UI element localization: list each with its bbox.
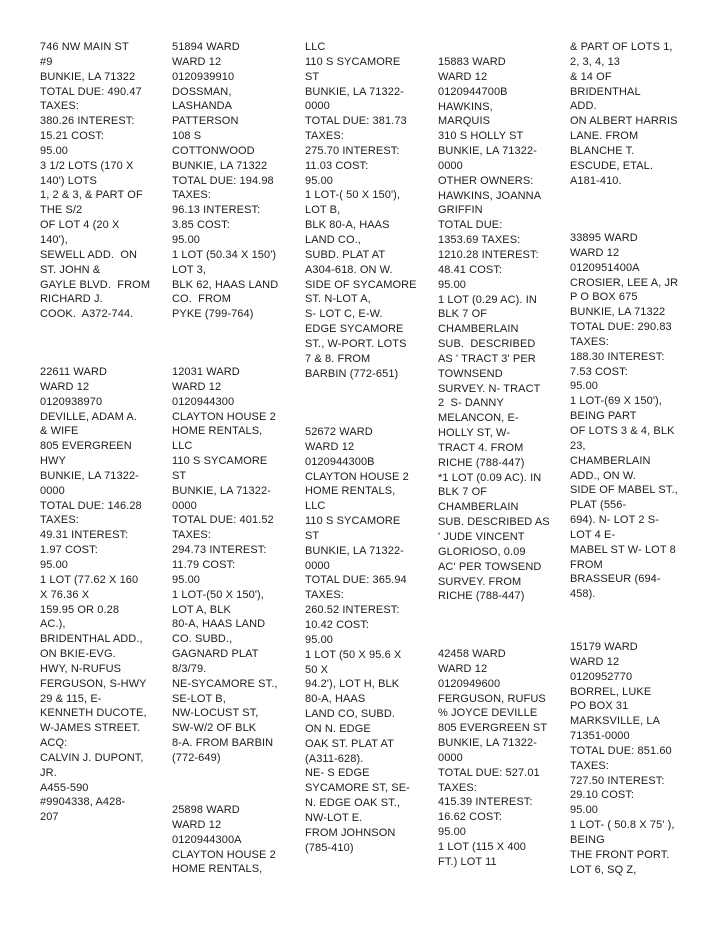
text-line: MABEL ST W- LOT 8 xyxy=(570,543,676,556)
text-line: A181-410. xyxy=(570,174,622,187)
text-line: (785-410) xyxy=(305,841,354,854)
text-line: 95.00 xyxy=(305,633,334,646)
text-line: 95.00 xyxy=(438,826,467,839)
text-line: BARBIN (772-651) xyxy=(305,367,399,380)
text-line: 95.00 xyxy=(40,144,69,157)
property-record-3-2 xyxy=(305,425,410,855)
text-line: 1.97 COST: xyxy=(40,544,98,557)
text-line: 805 EVERGREEN ST xyxy=(438,722,548,735)
text-line: & WIFE xyxy=(40,425,79,438)
text-line: 275.70 INTEREST: xyxy=(305,144,400,157)
text-line: AC.), xyxy=(40,618,66,631)
text-line: *1 LOT (0.09 AC). IN xyxy=(438,471,542,484)
text-line: BLANCHE T. xyxy=(570,144,635,157)
text-line: TAXES: xyxy=(40,100,79,113)
text-line: 11.79 COST: xyxy=(172,558,236,571)
text-line: MARQUIS xyxy=(438,115,491,128)
text-line: N. EDGE OAK ST., xyxy=(305,797,401,810)
text-line: (772-649) xyxy=(172,751,221,764)
text-line: SEWELL ADD. ON xyxy=(40,248,138,261)
text-line: HOME RENTALS, xyxy=(172,425,263,438)
text-line: SURVEY. FROM xyxy=(438,575,522,588)
text-line: ' JUDE VINCENT xyxy=(438,531,525,543)
text-line: SUB. DESCRIBED AS xyxy=(438,516,550,529)
text-line: 746 NW MAIN ST xyxy=(40,41,129,53)
text-line: TAXES: xyxy=(40,514,79,527)
text-line: LOT 3, xyxy=(172,263,207,276)
text-line: CLAYTON HOUSE 2 xyxy=(305,470,409,483)
text-line: TOTAL DUE: 381.73 xyxy=(305,115,407,128)
text-line: 2 S- DANNY xyxy=(438,397,504,410)
text-line: BRIDENTHAL ADD., xyxy=(40,633,143,646)
text-line: 0120952770 xyxy=(570,670,633,683)
text-line: 458). xyxy=(570,588,596,601)
text-line: BLK 62, HAAS LAND xyxy=(172,278,279,291)
property-record-5-1 xyxy=(570,40,678,188)
text-line: CHAMBERLAIN xyxy=(438,323,519,336)
text-line: LOT 6, SQ Z, xyxy=(570,863,637,876)
text-line: BUNKIE, LA 71322 xyxy=(40,70,136,83)
text-line: W-JAMES STREET. xyxy=(40,722,141,735)
text-line: BUNKIE, LA 71322- xyxy=(305,85,404,98)
text-line: ST xyxy=(305,70,320,83)
text-line: 380.26 INTEREST: xyxy=(40,115,135,128)
text-line: BUNKIE, LA 71322 xyxy=(570,306,666,319)
text-line: 727.50 INTEREST: xyxy=(570,774,665,787)
text-line: 1 LOT (115 X 400 xyxy=(438,840,527,853)
text-line: 1 LOT-(69 X 150'), xyxy=(570,395,662,408)
text-line: 140') LOTS xyxy=(40,174,97,187)
text-line: 16.62 COST: xyxy=(438,811,503,824)
text-line: HOLLY ST, W- xyxy=(438,427,511,440)
text-line: PO BOX 31 xyxy=(570,700,629,713)
text-line: 22611 WARD xyxy=(40,366,108,378)
text-line: TAXES: xyxy=(438,781,477,794)
text-line: ADD., ON W. xyxy=(570,469,636,482)
text-line: 52672 WARD xyxy=(305,426,373,438)
text-line: CO. FROM xyxy=(172,293,231,306)
text-line: TAXES: xyxy=(172,189,211,202)
text-line: LLC xyxy=(305,500,326,513)
text-line: 95.00 xyxy=(305,174,334,187)
text-line: SW-W/2 OF BLK xyxy=(172,722,257,735)
text-line: 415.39 INTEREST: xyxy=(438,796,533,809)
text-line: 0120944300 xyxy=(172,395,235,408)
property-record-2-3 xyxy=(172,803,276,877)
text-line: KENNETH DUCOTE, xyxy=(40,707,147,720)
text-line: TAXES: xyxy=(305,130,344,143)
text-line: CHAMBERLAIN xyxy=(570,454,651,467)
text-line: TAXES: xyxy=(305,589,344,602)
text-line: LLC xyxy=(172,440,193,453)
text-line: 0120951400A xyxy=(570,261,640,274)
text-line: BLK 7 OF xyxy=(438,486,488,499)
text-line: GAGNARD PLAT xyxy=(172,648,259,661)
text-line: FROM JOHNSON xyxy=(305,826,396,839)
text-line: A304-618. ON W. xyxy=(305,263,393,276)
text-line: 260.52 INTEREST: xyxy=(305,604,400,617)
text-line: RICHE (788-447) xyxy=(438,456,525,469)
text-line: 1 LOT- ( 50.8 X 75' ), xyxy=(570,819,675,832)
text-line: 188.30 INTEREST: xyxy=(570,350,665,363)
text-line: ESCUDE, ETAL. xyxy=(570,159,654,172)
text-line: 3 1/2 LOTS (170 X xyxy=(40,159,134,172)
text-line: 0000 xyxy=(438,751,463,764)
text-line: ST xyxy=(172,469,187,482)
text-line: BRIDENTHAL xyxy=(570,85,641,98)
text-line: BUNKIE, LA 71322- xyxy=(438,145,537,158)
text-line: THE S/2 xyxy=(40,204,83,217)
text-line: NW-LOT E. xyxy=(305,811,363,824)
text-line: 51894 WARD xyxy=(172,41,240,53)
text-line: FROM xyxy=(570,558,603,571)
text-line: TAXES: xyxy=(570,335,609,348)
text-line: HAWKINS, JOANNA xyxy=(438,189,542,202)
text-line: 0000 xyxy=(172,499,197,512)
text-line: 95.00 xyxy=(172,233,201,246)
text-line: 1353.69 TAXES: xyxy=(438,234,521,247)
text-line: CALVIN J. DUPONT, xyxy=(40,751,144,764)
text-line: BUNKIE, LA 71322- xyxy=(305,544,404,557)
text-line: BUNKIE, LA 71322- xyxy=(40,469,139,482)
text-line: 95.00 xyxy=(570,804,599,817)
text-line: TOTAL DUE: 527.01 xyxy=(438,766,540,779)
text-line: MARKSVILLE, LA xyxy=(570,715,661,728)
text-line: 0120944700B xyxy=(438,85,508,98)
text-line: CROSIER, LEE A, JR xyxy=(570,276,679,289)
text-line: 1 LOT (77.62 X 160 xyxy=(40,573,139,586)
text-line: #9 xyxy=(40,55,53,68)
text-line: THE FRONT PORT. xyxy=(570,848,670,861)
text-line: 15179 WARD xyxy=(570,641,638,653)
text-line: NW-LOCUST ST, xyxy=(172,707,259,720)
text-line: AS ' TRACT 3' PER xyxy=(438,352,536,365)
text-line: 49.31 INTEREST: xyxy=(40,529,129,542)
text-line: 7.53 COST: xyxy=(570,365,628,378)
text-line: SIDE OF SYCAMORE xyxy=(305,278,417,291)
text-line: SIDE OF MABEL ST., xyxy=(570,484,678,497)
text-line: 0000 xyxy=(40,484,65,497)
text-line: 805 EVERGREEN xyxy=(40,440,132,453)
text-line: DOSSMAN, xyxy=(172,85,232,98)
text-line: CLAYTON HOUSE 2 xyxy=(172,848,276,861)
text-line: OTHER OWNERS: xyxy=(438,174,534,187)
text-line: DEVILLE, ADAM A. xyxy=(40,410,137,423)
text-line: HWY xyxy=(40,455,66,468)
text-line: S- LOT C, E-W. xyxy=(305,308,383,321)
text-line: WARD 12 xyxy=(570,655,620,668)
text-line: 80-A, HAAS xyxy=(305,693,366,706)
text-line: WARD 12 xyxy=(438,70,488,83)
text-line: NE- S EDGE xyxy=(305,767,370,780)
text-line: OAK ST. PLAT AT xyxy=(305,737,394,750)
text-line: 110 S SYCAMORE xyxy=(172,455,268,468)
text-line: WARD 12 xyxy=(438,662,488,675)
text-line: GLORIOSO, 0.09 xyxy=(438,545,526,558)
text-line: TOWNSEND xyxy=(438,367,503,380)
text-line: WARD 12 xyxy=(570,246,620,259)
text-line: NE-SYCAMORE ST., xyxy=(172,677,278,690)
text-line: ON N. EDGE xyxy=(305,722,371,735)
text-line: 95.00 xyxy=(570,380,599,393)
text-line: HAWKINS, xyxy=(438,100,493,113)
text-line: (A311-628). xyxy=(305,752,364,765)
text-line: GAYLE BLVD. FROM xyxy=(40,278,151,291)
text-line: BLK 80-A, HAAS xyxy=(305,219,390,232)
text-line: 11.03 COST: xyxy=(305,159,369,172)
text-line: BUNKIE, LA 71322 xyxy=(172,159,268,172)
text-line: JR. xyxy=(40,766,57,779)
text-line: ST., W-PORT. LOTS xyxy=(305,337,407,350)
text-line: 95.00 xyxy=(438,278,467,291)
text-line: WARD 12 xyxy=(305,440,355,453)
text-line: BLK 7 OF xyxy=(438,308,488,321)
text-line: RICHARD J. xyxy=(40,293,103,306)
property-record-3-1 xyxy=(305,40,417,381)
text-line: & PART OF LOTS 1, xyxy=(570,41,673,53)
text-line: WARD 12 xyxy=(172,55,222,68)
text-line: 1 LOT (0.29 AC). IN xyxy=(438,293,537,306)
text-line: 80-A, HAAS LAND xyxy=(172,618,266,631)
text-line: 95.00 xyxy=(172,573,201,586)
text-line: ACQ: xyxy=(40,737,68,750)
text-line: 110 S SYCAMORE xyxy=(305,515,401,528)
text-line: 1 LOT (50 X 95.6 X xyxy=(305,648,402,661)
text-line: ST. JOHN & xyxy=(40,263,101,276)
text-line: EDGE SYCAMORE xyxy=(305,323,404,336)
text-line: 29 & 115, E- xyxy=(40,692,102,705)
property-record-5-3 xyxy=(570,640,675,878)
text-line: MELANCON, E- xyxy=(438,412,519,425)
text-line: TOTAL DUE: 851.60 xyxy=(570,744,672,757)
text-line: ON ALBERT HARRIS xyxy=(570,115,678,128)
text-line: COTTONWOOD xyxy=(172,144,255,157)
text-line: BORREL, LUKE xyxy=(570,685,652,698)
text-line: FT.) LOT 11 xyxy=(438,855,497,868)
text-line: 48.41 COST: xyxy=(438,263,503,276)
text-line: LAND CO, SUBD. xyxy=(305,708,396,721)
text-line: 23, xyxy=(570,439,586,452)
text-line: CHAMBERLAIN xyxy=(438,501,519,514)
text-line: 50 X xyxy=(305,663,329,676)
text-line: WARD 12 xyxy=(172,380,222,393)
text-line: 310 S HOLLY ST xyxy=(438,130,524,143)
text-line: 110 S SYCAMORE xyxy=(305,55,401,68)
property-record-4-1 xyxy=(438,55,550,604)
text-line: TRACT 4. FROM xyxy=(438,441,524,454)
text-line: PLAT (556- xyxy=(570,499,627,512)
text-line: HWY, N-RUFUS xyxy=(40,662,122,675)
text-line: SE-LOT B, xyxy=(172,692,226,705)
text-line: TOTAL DUE: xyxy=(438,219,503,232)
text-line: TOTAL DUE: 146.28 xyxy=(40,499,142,512)
text-line: OF LOT 4 (20 X xyxy=(40,219,120,232)
text-line: 0000 xyxy=(438,159,463,172)
text-line: AC' PER TOWSEND xyxy=(438,560,542,573)
text-line: 1210.28 INTEREST: xyxy=(438,248,539,261)
text-line: 0120938970 xyxy=(40,395,103,408)
text-line: FERGUSON, RUFUS xyxy=(438,692,546,705)
text-line: 15.21 COST: xyxy=(40,130,105,143)
text-line: TOTAL DUE: 290.83 xyxy=(570,321,672,334)
text-line: 159.95 OR 0.28 xyxy=(40,603,120,616)
text-line: TOTAL DUE: 401.52 xyxy=(172,514,274,527)
text-line: 12031 WARD xyxy=(172,366,240,378)
text-line: 0120949600 xyxy=(438,677,501,690)
text-line: OF LOTS 3 & 4, BLK xyxy=(570,424,675,437)
text-line: #9904338, A428- xyxy=(40,796,126,809)
text-line: TAXES: xyxy=(172,529,211,542)
text-line: LAND CO., xyxy=(305,233,361,246)
text-line: TOTAL DUE: 490.47 xyxy=(40,85,142,98)
text-line: 94.2'), LOT H, BLK xyxy=(305,678,400,691)
text-line: A455-590 xyxy=(40,781,89,794)
text-line: SURVEY. N- TRACT xyxy=(438,382,541,395)
text-line: 108 S xyxy=(172,130,202,143)
text-line: TOTAL DUE: 365.94 xyxy=(305,574,407,587)
text-line: X 76.36 X xyxy=(40,588,90,601)
text-line: GRIFFIN xyxy=(438,204,483,217)
text-line: BUNKIE, LA 71322- xyxy=(172,484,271,497)
text-line: LOT B, xyxy=(305,204,341,217)
text-line: RICHE (788-447) xyxy=(438,590,525,603)
text-line: 10.42 COST: xyxy=(305,618,370,631)
text-line: 0120944300A xyxy=(172,833,242,846)
text-line: PYKE (799-764) xyxy=(172,308,254,321)
text-line: SUBD. PLAT AT xyxy=(305,248,386,261)
property-record-4-2 xyxy=(438,647,547,870)
property-record-1-1 xyxy=(40,40,150,322)
property-record-5-2 xyxy=(570,231,678,602)
text-line: LASHANDA xyxy=(172,100,233,113)
text-line: LOT 4 E- xyxy=(570,528,616,541)
text-line: 294.73 INTEREST: xyxy=(172,544,267,557)
text-line: BEING PART xyxy=(570,410,637,423)
text-line: 29.10 COST: xyxy=(570,789,635,802)
text-line: 7 & 8. FROM xyxy=(305,352,371,365)
text-line: 25898 WARD xyxy=(172,804,240,816)
text-line: WARD 12 xyxy=(172,818,222,831)
text-line: WARD 12 xyxy=(40,380,90,393)
text-line: 0000 xyxy=(305,559,330,572)
text-line: 15883 WARD xyxy=(438,56,506,68)
text-line: 207 xyxy=(40,811,59,824)
text-line: 1 LOT-( 50 X 150'), xyxy=(305,189,401,202)
text-line: LANE. FROM xyxy=(570,130,639,143)
text-line: CLAYTON HOUSE 2 xyxy=(172,410,276,423)
text-line: TAXES: xyxy=(570,759,609,772)
text-line: BRASSEUR (694- xyxy=(570,573,661,586)
text-line: 1 LOT-(50 X 150'), xyxy=(172,588,264,601)
text-line: SYCAMORE ST, SE- xyxy=(305,782,410,795)
text-line: ST xyxy=(305,529,320,542)
text-line: ON BKIE-EVG. xyxy=(40,648,116,661)
text-line: 1, 2 & 3, & PART OF xyxy=(40,189,143,202)
text-line: 2, 3, 4, 13 xyxy=(570,55,621,68)
text-line: 0120939910 xyxy=(172,70,235,83)
text-line: 95.00 xyxy=(40,558,69,571)
text-line: 8/3/79. xyxy=(172,662,207,675)
text-line: SUB. DESCRIBED xyxy=(438,338,536,351)
text-line: 8-A. FROM BARBIN xyxy=(172,737,274,750)
text-line: ADD. xyxy=(570,100,597,113)
text-line: HOME RENTALS, xyxy=(305,485,396,498)
property-record-1-2 xyxy=(40,365,147,825)
text-line: HOME RENTALS, xyxy=(172,863,263,876)
property-record-2-1 xyxy=(172,40,278,322)
text-line: 71351-0000 xyxy=(570,730,630,743)
text-line: 0000 xyxy=(305,100,330,113)
text-line: LLC xyxy=(305,41,326,53)
text-line: ST. N-LOT A, xyxy=(305,293,371,306)
text-line: COOK. A372-744. xyxy=(40,308,134,321)
text-line: 96.13 INTEREST: xyxy=(172,204,261,217)
text-line: P O BOX 675 xyxy=(570,291,638,304)
text-line: TOTAL DUE: 194.98 xyxy=(172,174,274,187)
text-line: 694). N- LOT 2 S- xyxy=(570,514,659,527)
text-line: 3.85 COST: xyxy=(172,219,230,232)
text-line: BUNKIE, LA 71322- xyxy=(438,737,537,750)
text-line: 1 LOT (50.34 X 150') xyxy=(172,248,277,261)
text-line: & 14 OF xyxy=(570,70,612,83)
property-record-2-2 xyxy=(172,365,278,766)
text-line: PATTERSON xyxy=(172,115,239,128)
text-line: LOT A, BLK xyxy=(172,603,231,616)
text-line: 140'), xyxy=(40,233,68,246)
text-line: % JOYCE DEVILLE xyxy=(438,707,538,720)
text-line: 33895 WARD xyxy=(570,232,638,244)
text-line: 0120944300B xyxy=(305,455,375,468)
text-line: CO. SUBD., xyxy=(172,633,233,646)
text-line: BEING xyxy=(570,833,605,846)
text-line: FERGUSON, S-HWY xyxy=(40,677,147,690)
text-line: 42458 WARD xyxy=(438,648,506,660)
